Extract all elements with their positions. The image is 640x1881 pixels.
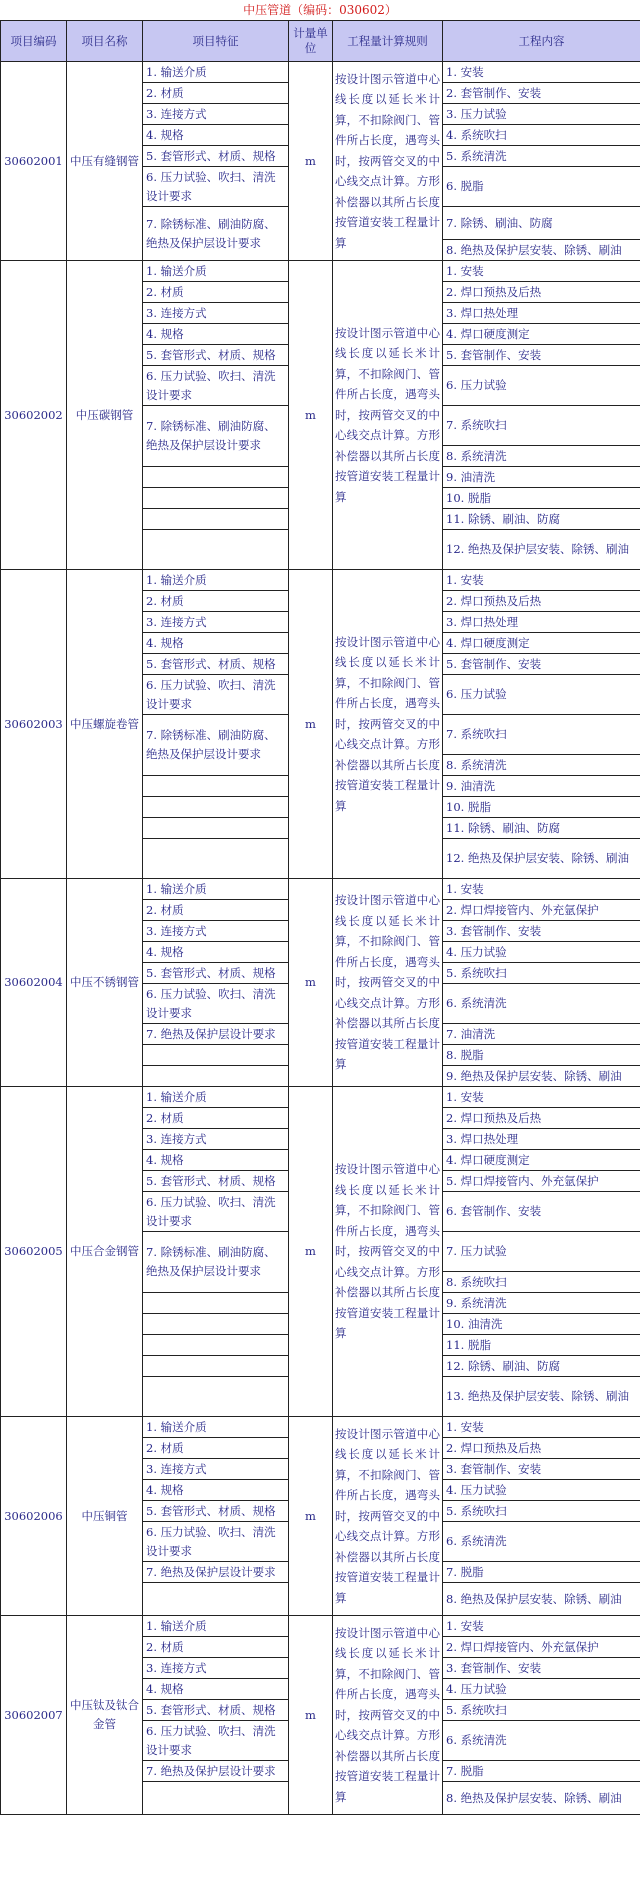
feature-cell: 5. 套管形式、材质、规格 — [143, 345, 289, 366]
feature-cell: 5. 套管形式、材质、规格 — [143, 654, 289, 675]
table-title: 中压管道（编码：030602） — [243, 3, 397, 17]
work-cell: 11. 除锈、刷油、防腐 — [443, 509, 640, 530]
work-cell: 11. 除锈、刷油、防腐 — [443, 818, 640, 839]
table-row — [1, 570, 640, 591]
work-cell: 9. 油清洗 — [443, 467, 640, 488]
item-code: 30602007 — [1, 1616, 67, 1815]
work-cell: 3. 套管制作、安装 — [443, 1459, 640, 1480]
work-cell: 2. 焊口预热及后热 — [443, 591, 640, 612]
work-cell: 8. 系统清洗 — [443, 755, 640, 776]
feature-cell: 3. 连接方式 — [143, 303, 289, 324]
feature-cell: 1. 输送介质 — [143, 1087, 289, 1108]
feature-cell: 5. 套管形式、材质、规格 — [143, 1700, 289, 1721]
feature-cell: 7. 除锈标准、刷油防腐、绝热及保护层设计要求 — [143, 406, 289, 467]
feature-empty-cell — [143, 1335, 289, 1356]
work-cell: 8. 绝热及保护层安装、除锈、刷油 — [443, 240, 640, 261]
feature-cell: 2. 材质 — [143, 1637, 289, 1658]
work-cell: 12. 除锈、刷油、防腐 — [443, 1356, 640, 1377]
work-cell: 5. 焊口焊接管内、外充氩保护 — [443, 1171, 640, 1192]
header-row — [1, 21, 640, 62]
work-cell: 1. 安装 — [443, 570, 640, 591]
feature-cell: 6. 压力试验、吹扫、清洗设计要求 — [143, 675, 289, 715]
feature-empty-cell — [143, 1066, 289, 1087]
feature-cell: 2. 材质 — [143, 900, 289, 921]
work-cell: 9. 系统清洗 — [443, 1293, 640, 1314]
work-cell: 9. 绝热及保护层安装、除锈、刷油 — [443, 1066, 640, 1087]
feature-cell: 6. 压力试验、吹扫、清洗设计要求 — [143, 1721, 289, 1761]
item-rule: 按设计图示管道中心线长度以延长米计算，不扣除阀门、管件所占长度，遇弯头时，按两管交叉的中心线交点计算。方形补偿器以其所占长度按管道安装工程量计算 — [333, 879, 443, 1087]
work-cell: 2. 焊口预热及后热 — [443, 282, 640, 303]
work-cell: 6. 压力试验 — [443, 366, 640, 406]
work-cell: 13. 绝热及保护层安装、除锈、刷油 — [443, 1377, 640, 1417]
feature-cell: 6. 压力试验、吹扫、清洗设计要求 — [143, 1192, 289, 1232]
feature-cell: 3. 连接方式 — [143, 104, 289, 125]
work-cell: 2. 焊口预热及后热 — [443, 1108, 640, 1129]
item-code: 30602003 — [1, 570, 67, 879]
item-name: 中压碳钢管 — [67, 261, 143, 570]
work-cell: 4. 压力试验 — [443, 1480, 640, 1501]
feature-cell: 5. 套管形式、材质、规格 — [143, 1501, 289, 1522]
work-cell: 10. 油清洗 — [443, 1314, 640, 1335]
table-row — [1, 1087, 640, 1108]
feature-cell: 2. 材质 — [143, 1108, 289, 1129]
work-cell: 3. 套管制作、安装 — [443, 921, 640, 942]
work-cell: 8. 系统吹扫 — [443, 1272, 640, 1293]
work-cell: 4. 压力试验 — [443, 942, 640, 963]
feature-empty-cell — [143, 509, 289, 530]
item-name: 中压钛及钛合金管 — [67, 1616, 143, 1815]
table-row — [1, 1417, 640, 1438]
item-rule: 按设计图示管道中心线长度以延长米计算，不扣除阀门、管件所占长度，遇弯头时，按两管交叉的中心线交点计算。方形补偿器以其所占长度按管道安装工程量计算 — [333, 1417, 443, 1616]
feature-cell: 2. 材质 — [143, 591, 289, 612]
work-cell: 2. 焊口预热及后热 — [443, 1438, 640, 1459]
feature-empty-cell — [143, 1356, 289, 1377]
feature-cell: 1. 输送介质 — [143, 1616, 289, 1637]
item-unit: m — [289, 1087, 333, 1417]
feature-cell: 7. 绝热及保护层设计要求 — [143, 1761, 289, 1782]
work-cell: 7. 除锈、刷油、防腐 — [443, 207, 640, 240]
work-cell: 7. 压力试验 — [443, 1232, 640, 1272]
work-cell: 12. 绝热及保护层安装、除锈、刷油 — [443, 839, 640, 879]
feature-cell: 4. 规格 — [143, 125, 289, 146]
item-code: 30602005 — [1, 1087, 67, 1417]
feature-empty-cell — [143, 530, 289, 570]
feature-cell: 7. 绝热及保护层设计要求 — [143, 1562, 289, 1583]
feature-cell: 5. 套管形式、材质、规格 — [143, 1171, 289, 1192]
work-cell: 7. 脱脂 — [443, 1562, 640, 1583]
work-cell: 5. 系统清洗 — [443, 146, 640, 167]
feature-cell: 5. 套管形式、材质、规格 — [143, 963, 289, 984]
feature-cell: 4. 规格 — [143, 1679, 289, 1700]
table-row — [1, 879, 640, 900]
feature-empty-cell — [143, 818, 289, 839]
work-cell: 3. 焊口热处理 — [443, 612, 640, 633]
feature-cell: 1. 输送介质 — [143, 1417, 289, 1438]
feature-empty-cell — [143, 797, 289, 818]
feature-cell: 6. 压力试验、吹扫、清洗设计要求 — [143, 366, 289, 406]
table-row — [1, 1616, 640, 1637]
work-cell: 1. 安装 — [443, 1417, 640, 1438]
header-features: 项目特征 — [143, 21, 289, 62]
work-cell: 8. 绝热及保护层安装、除锈、刷油 — [443, 1782, 640, 1815]
feature-cell: 3. 连接方式 — [143, 1658, 289, 1679]
work-cell: 4. 焊口硬度测定 — [443, 633, 640, 654]
item-name: 中压有缝钢管 — [67, 62, 143, 261]
item-unit: m — [289, 1616, 333, 1815]
feature-cell: 6. 压力试验、吹扫、清洗设计要求 — [143, 984, 289, 1024]
feature-cell: 6. 压力试验、吹扫、清洗设计要求 — [143, 167, 289, 207]
work-cell: 8. 绝热及保护层安装、除锈、刷油 — [443, 1583, 640, 1616]
feature-cell: 4. 规格 — [143, 633, 289, 654]
pipe-table — [0, 20, 640, 1815]
header-work: 工程内容 — [443, 21, 640, 62]
work-cell: 3. 套管制作、安装 — [443, 1658, 640, 1679]
feature-cell: 7. 除锈标准、刷油防腐、绝热及保护层设计要求 — [143, 715, 289, 776]
feature-empty-cell — [143, 488, 289, 509]
item-code: 30602002 — [1, 261, 67, 570]
work-cell: 4. 压力试验 — [443, 1679, 640, 1700]
item-unit: m — [289, 1417, 333, 1616]
work-cell: 1. 安装 — [443, 261, 640, 282]
item-unit: m — [289, 62, 333, 261]
work-cell: 2. 套管制作、安装 — [443, 83, 640, 104]
item-unit: m — [289, 570, 333, 879]
item-code: 30602006 — [1, 1417, 67, 1616]
feature-cell: 2. 材质 — [143, 83, 289, 104]
item-unit: m — [289, 879, 333, 1087]
work-cell: 2. 焊口焊接管内、外充氩保护 — [443, 1637, 640, 1658]
feature-empty-cell — [143, 1377, 289, 1417]
feature-cell: 3. 连接方式 — [143, 921, 289, 942]
item-rule: 按设计图示管道中心线长度以延长米计算，不扣除阀门、管件所占长度，遇弯头时，按两管交叉的中心线交点计算。方形补偿器以其所占长度按管道安装工程量计算 — [333, 62, 443, 261]
feature-cell: 4. 规格 — [143, 942, 289, 963]
work-cell: 10. 脱脂 — [443, 797, 640, 818]
table-row — [1, 62, 640, 83]
work-cell: 3. 焊口热处理 — [443, 303, 640, 324]
feature-empty-cell — [143, 1583, 289, 1616]
work-cell: 12. 绝热及保护层安装、除锈、刷油 — [443, 530, 640, 570]
feature-empty-cell — [143, 839, 289, 879]
feature-empty-cell — [143, 1782, 289, 1815]
table-row — [1, 261, 640, 282]
work-cell: 8. 系统清洗 — [443, 446, 640, 467]
feature-empty-cell — [143, 467, 289, 488]
work-cell: 7. 油清洗 — [443, 1024, 640, 1045]
feature-cell: 1. 输送介质 — [143, 62, 289, 83]
item-rule: 按设计图示管道中心线长度以延长米计算，不扣除阀门、管件所占长度，遇弯头时，按两管交叉的中心线交点计算。方形补偿器以其所占长度按管道安装工程量计算 — [333, 1087, 443, 1417]
feature-cell: 1. 输送介质 — [143, 261, 289, 282]
feature-cell: 3. 连接方式 — [143, 1129, 289, 1150]
item-name: 中压铜管 — [67, 1417, 143, 1616]
item-name: 中压不锈钢管 — [67, 879, 143, 1087]
work-cell: 6. 系统清洗 — [443, 984, 640, 1024]
feature-cell: 7. 绝热及保护层设计要求 — [143, 1024, 289, 1045]
work-cell: 8. 脱脂 — [443, 1045, 640, 1066]
item-rule: 按设计图示管道中心线长度以延长米计算，不扣除阀门、管件所占长度，遇弯头时，按两管交叉的中心线交点计算。方形补偿器以其所占长度按管道安装工程量计算 — [333, 570, 443, 879]
work-cell: 9. 油清洗 — [443, 776, 640, 797]
work-cell: 1. 安装 — [443, 879, 640, 900]
work-cell: 4. 系统吹扫 — [443, 125, 640, 146]
work-cell: 3. 焊口热处理 — [443, 1129, 640, 1150]
work-cell: 1. 安装 — [443, 1087, 640, 1108]
work-cell: 1. 安装 — [443, 1616, 640, 1637]
feature-cell: 4. 规格 — [143, 324, 289, 345]
work-cell: 1. 安装 — [443, 62, 640, 83]
feature-cell: 1. 输送介质 — [143, 570, 289, 591]
work-cell: 7. 系统吹扫 — [443, 715, 640, 755]
feature-cell: 7. 除锈标准、刷油防腐、绝热及保护层设计要求 — [143, 1232, 289, 1293]
item-code: 30602004 — [1, 879, 67, 1087]
item-unit: m — [289, 261, 333, 570]
work-cell: 7. 脱脂 — [443, 1761, 640, 1782]
work-cell: 6. 压力试验 — [443, 675, 640, 715]
work-cell: 6. 套管制作、安装 — [443, 1192, 640, 1232]
work-cell: 7. 系统吹扫 — [443, 406, 640, 446]
item-code: 30602001 — [1, 62, 67, 261]
item-rule: 按设计图示管道中心线长度以延长米计算，不扣除阀门、管件所占长度，遇弯头时，按两管交叉的中心线交点计算。方形补偿器以其所占长度按管道安装工程量计算 — [333, 1616, 443, 1815]
feature-cell: 5. 套管形式、材质、规格 — [143, 146, 289, 167]
feature-cell: 6. 压力试验、吹扫、清洗设计要求 — [143, 1522, 289, 1562]
feature-cell: 2. 材质 — [143, 282, 289, 303]
feature-cell: 3. 连接方式 — [143, 612, 289, 633]
item-rule: 按设计图示管道中心线长度以延长米计算，不扣除阀门、管件所占长度，遇弯头时，按两管交叉的中心线交点计算。方形补偿器以其所占长度按管道安装工程量计算 — [333, 261, 443, 570]
header-name: 项目名称 — [67, 21, 143, 62]
feature-empty-cell — [143, 1314, 289, 1335]
feature-empty-cell — [143, 776, 289, 797]
work-cell: 5. 系统吹扫 — [443, 963, 640, 984]
feature-empty-cell — [143, 1045, 289, 1066]
work-cell: 6. 系统清洗 — [443, 1721, 640, 1761]
work-cell: 6. 脱脂 — [443, 167, 640, 207]
work-cell: 5. 系统吹扫 — [443, 1700, 640, 1721]
header-code: 项目编码 — [1, 21, 67, 62]
work-cell: 5. 系统吹扫 — [443, 1501, 640, 1522]
header-unit: 计量单位 — [289, 21, 333, 62]
work-cell: 11. 脱脂 — [443, 1335, 640, 1356]
item-name: 中压合金钢管 — [67, 1087, 143, 1417]
feature-empty-cell — [143, 1293, 289, 1314]
header-rule: 工程量计算规则 — [333, 21, 443, 62]
work-cell: 3. 压力试验 — [443, 104, 640, 125]
feature-cell: 3. 连接方式 — [143, 1459, 289, 1480]
feature-cell: 4. 规格 — [143, 1150, 289, 1171]
work-cell: 4. 焊口硬度测定 — [443, 1150, 640, 1171]
work-cell: 10. 脱脂 — [443, 488, 640, 509]
work-cell: 2. 焊口焊接管内、外充氩保护 — [443, 900, 640, 921]
feature-cell: 4. 规格 — [143, 1480, 289, 1501]
item-name: 中压螺旋卷管 — [67, 570, 143, 879]
feature-cell: 2. 材质 — [143, 1438, 289, 1459]
feature-cell: 7. 除锈标准、刷油防腐、绝热及保护层设计要求 — [143, 207, 289, 261]
work-cell: 5. 套管制作、安装 — [443, 345, 640, 366]
work-cell: 4. 焊口硬度测定 — [443, 324, 640, 345]
work-cell: 5. 套管制作、安装 — [443, 654, 640, 675]
work-cell: 6. 系统清洗 — [443, 1522, 640, 1562]
feature-cell: 1. 输送介质 — [143, 879, 289, 900]
